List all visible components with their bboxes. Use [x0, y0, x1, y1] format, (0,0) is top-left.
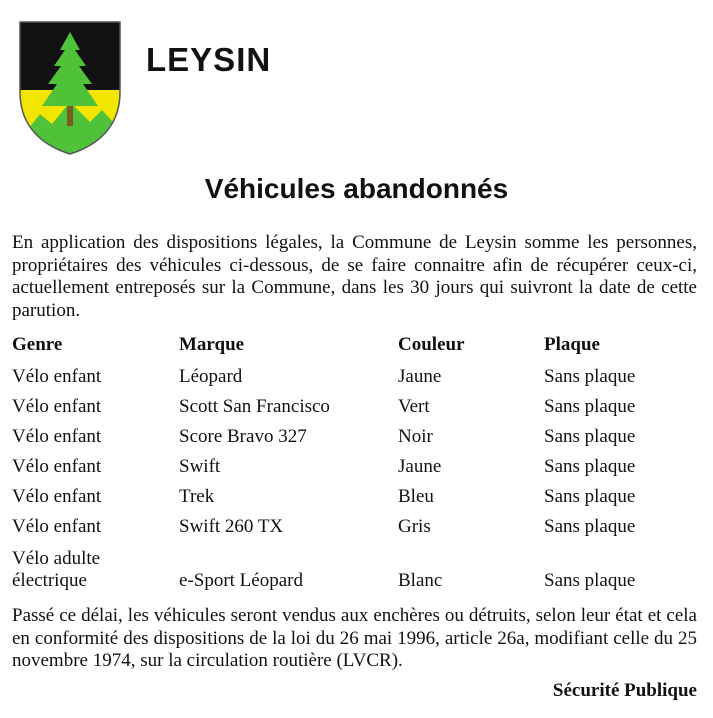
cell-couleur: Jaune: [398, 456, 442, 477]
table-row: [12, 542, 702, 592]
cell-plaque: Sans plaque: [544, 516, 636, 537]
cell-marque: Swift: [179, 456, 221, 477]
table-header-row: [12, 334, 702, 362]
cell-couleur: Blanc: [398, 570, 443, 591]
table-row: [12, 482, 702, 512]
cell-couleur: Noir: [398, 426, 433, 447]
cell-marque: Swift 260 TX: [179, 516, 284, 537]
header-couleur: Couleur: [398, 334, 465, 355]
cell-plaque: Sans plaque: [544, 456, 636, 477]
cell-marque: Trek: [179, 486, 215, 507]
cell-marque: Scott San Francisco: [179, 396, 330, 417]
cell-marque: Léopard: [179, 366, 243, 387]
header-plaque: Plaque: [544, 334, 600, 355]
table-row: [12, 452, 702, 482]
cell-couleur: Bleu: [398, 486, 434, 507]
cell-couleur: Vert: [398, 396, 430, 417]
header-marque: Marque: [179, 334, 245, 355]
closing-paragraph: Passé ce délai, les véhicules seront vendus aux enchères ou détruits, selon leur état et cela en conformité des dispositions de la loi du 26 mai 1996, article 26a, modifiant celle du 25 novembre 1974, sur la circulation routière (LVCR).: [12, 605, 697, 671]
header-genre: Genre: [12, 334, 63, 355]
cell-genre: Vélo enfant: [12, 456, 102, 477]
table-row: [12, 392, 702, 422]
intro-paragraph: En application des dispositions légales, la Commune de Leysin somme les personnes, propriétaires des véhicules ci-dessous, de se faire connaitre afin de récupérer ceux-ci, actuellement entreposés sur la Commune, dans les 30 jours qui suivront la date de cette parution.: [12, 232, 697, 321]
signature: Sécurité Publique: [552, 680, 697, 701]
cell-genre: Vélo enfant: [12, 486, 102, 507]
cell-genre: Vélo enfant: [12, 366, 102, 387]
town-name: LEYSIN: [146, 41, 272, 78]
vehicle-table: [12, 334, 702, 592]
table-row: [12, 422, 702, 452]
cell-genre: Vélo enfant: [12, 396, 102, 417]
cell-plaque: Sans plaque: [544, 486, 636, 507]
cell-genre: Vélo enfant: [12, 426, 102, 447]
cell-plaque: Sans plaque: [544, 366, 636, 387]
cell-couleur: Jaune: [398, 366, 442, 387]
cell-marque: Score Bravo 327: [179, 426, 307, 447]
cell-genre: Vélo enfant: [12, 516, 102, 537]
cell-plaque: Sans plaque: [544, 570, 636, 591]
cell-couleur: Gris: [398, 516, 431, 537]
cell-plaque: Sans plaque: [544, 396, 636, 417]
cell-marque: e-Sport Léopard: [179, 570, 303, 591]
cell-plaque: Sans plaque: [544, 426, 636, 447]
table-row: [12, 512, 702, 542]
cell-genre: Vélo adulte électrique: [12, 548, 101, 591]
table-row: [12, 362, 702, 392]
leysin-coat-of-arms-icon: [18, 20, 122, 156]
notice-title: Véhicules abandonnés: [204, 173, 509, 204]
